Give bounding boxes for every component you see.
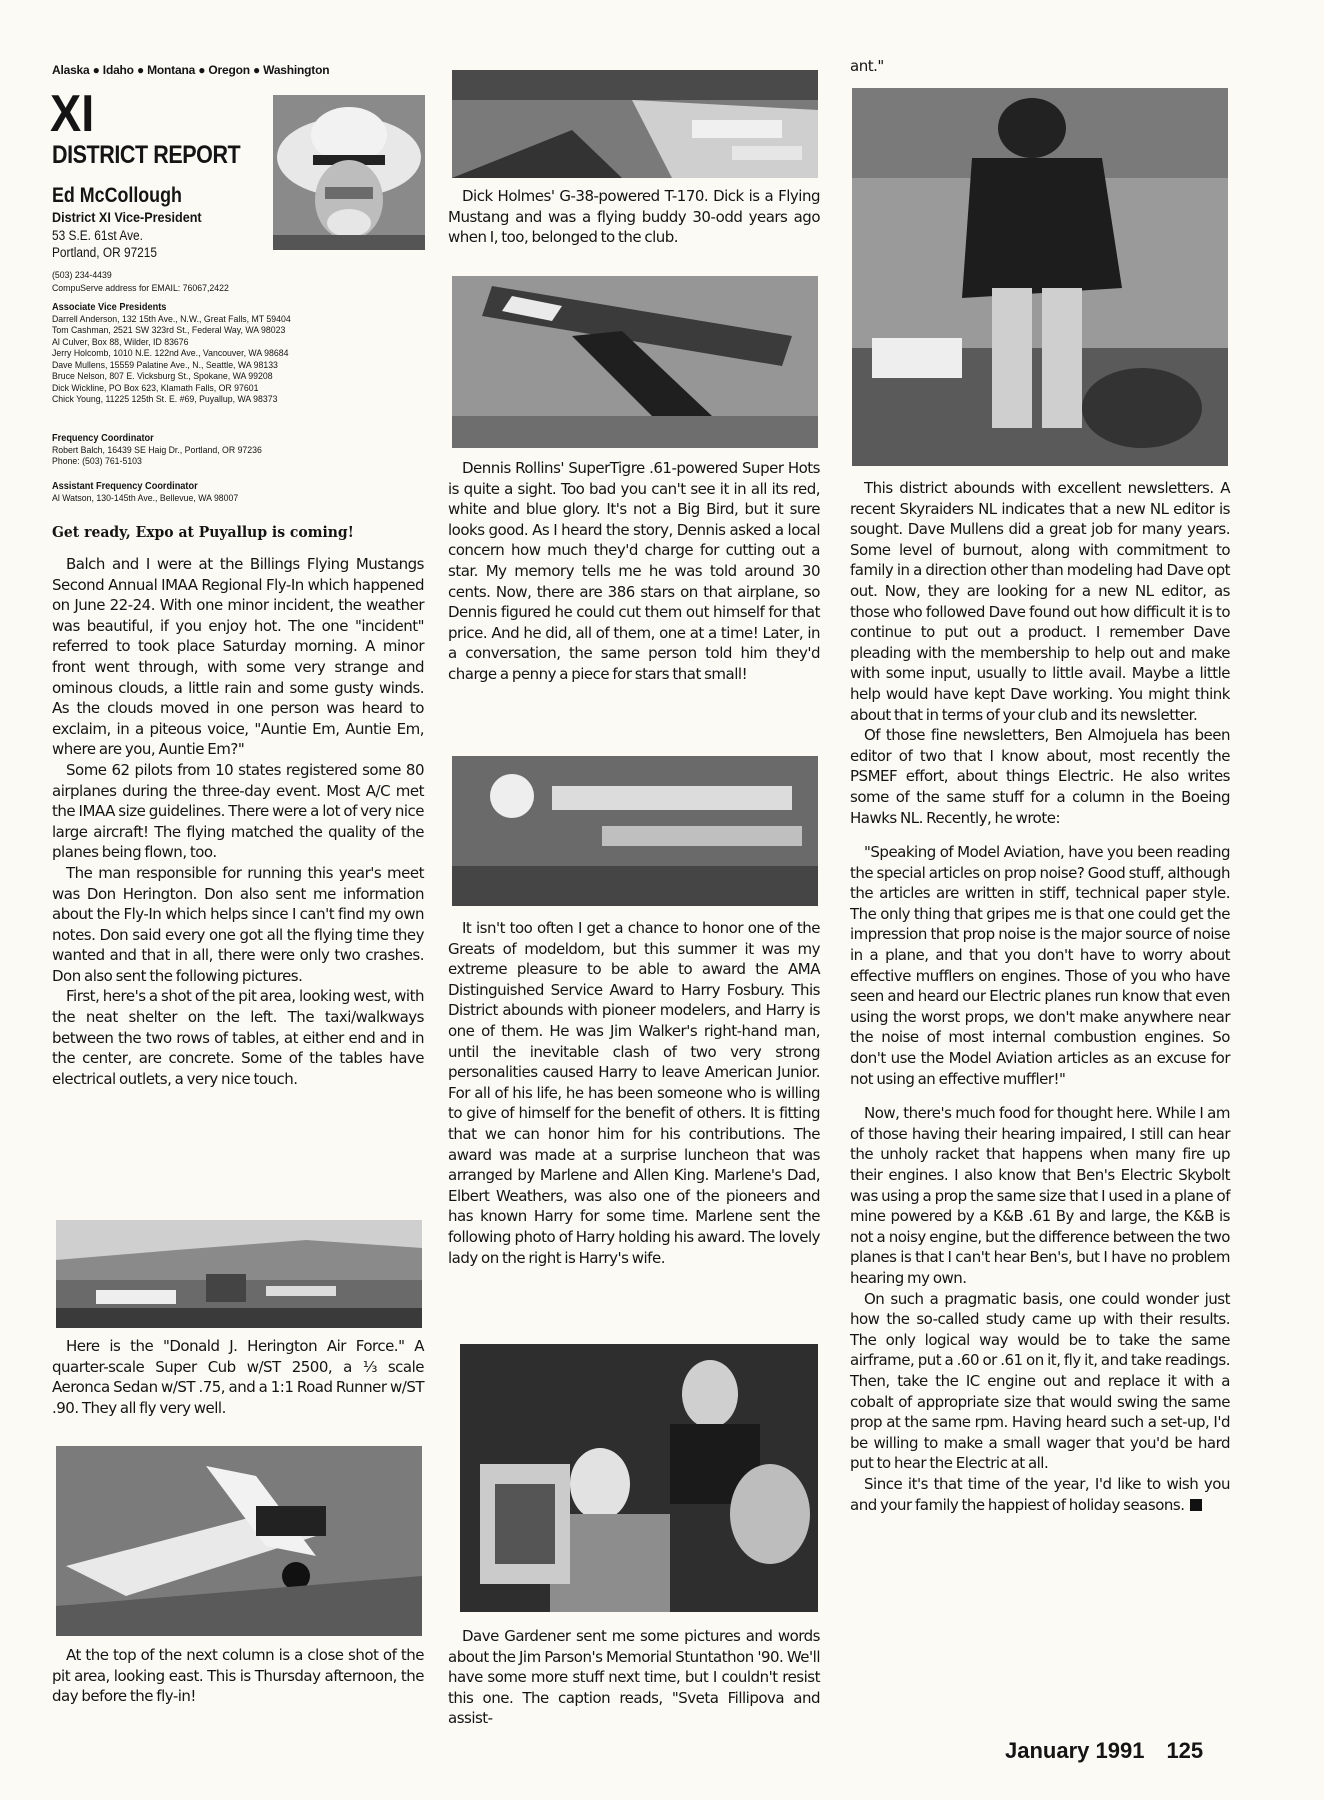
col1-body [52,554,424,1089]
caption-dick-holmes: Dick Holmes' G-38-powered T-170. Dick is a Flying Mustang and was a flying buddy 30-odd years ago when I, too, belonged to the club. [448,187,820,247]
states-line: Alaska ● Idaho ● Montana ● Oregon ● Washington [52,63,330,77]
freq-line: Robert Balch, 16439 SE Haig Dr., Portland, OR 97236 [52,444,262,456]
col2-super-hots-text [448,458,820,685]
associates-block [52,302,420,406]
associate-line: Tom Cashman, 2521 SW 323rd St., Federal Way, WA 98023 [52,325,286,336]
paragraph: Balch and I were at the Billings Flying Mustangs Second Annual IMAA Regional Fly-In which happened on June 22-24. With one minor incident, the weather was beautiful, if you enjoy hot. The one "incident" referred to took place Saturday morning. A minor front went through, with some very strange and ominous clouds, a little rain and some gusty winds. As the clouds moved in one person was heard to exclaim, in a piteous voice, "Auntie Em, Auntie Em, where are you, Auntie Em?" [52,555,424,759]
caption-herington-air-force: Here is the "Donald J. Herington Air Force." A quarter-scale Super Cub w/ST 2500, a ⅓ scale Aeronca Sedan w/ST .75, and a 1:1 Road Runner w/ST .90. They all fly very well. [52,1337,424,1417]
closing-text: Since it's that time of the year, I'd like to wish you and your family the happiest of holiday seasons. [850,1474,1230,1514]
associate-line: Dick Wickline, PO Box 623, Klamath Falls, OR 97601 [52,382,259,394]
paragraph: First, here's a shot of the pit area, looking west, with the neat shelter on the left. The taxi/walkways between the two rows of tables, at either end and in the center, are concrete. Some of the tables have electrical outlets, a very nice touch. [52,987,424,1088]
vp-email: CompuServe address for EMAIL: 76067,2422 [52,283,229,294]
closing-paragraph [850,1474,1230,1515]
photo-super-hots [452,276,818,448]
ben-quote: "Speaking of Model Aviation, have you been reading the special articles on prop noise? Good stuff, although the articles are written in stiff, technical paper style. The only thing that gripes me is that one could get the impression that prop noise is the major source of noise in a plane, and that you don't have to worry about effective mufflers on engines. Those of you who have seen and heard our Electric planes run know that even using the worst props, we don't make anywhere near the noise of most internal combustion engines. So don't use the Model Aviation articles as an excuse for not using an effective muffler!" [850,843,1230,1088]
end-mark-icon [1190,1499,1202,1511]
photo-harry-fosbury-award [460,1344,818,1612]
associate-line: Dave Mullens, 15559 Palatine Ave., N., Seattle, WA 98133 [52,359,278,371]
photo-pit-area-west [56,1220,422,1328]
paragraph: Some 62 pilots from 10 states registered some 80 airplanes during the three-day event. Most A/C met the IMAA size guidelines. There were a lot of very nice large aircraft! The flying matched the quality of the planes being flown, too. [52,760,424,862]
photo-super-cub [56,1446,422,1636]
vp-title: District XI Vice-President [52,209,202,225]
issue-date: January 1991 [1005,1738,1145,1763]
vp-address-line2: Portland, OR 97215 [52,245,158,260]
associate-line: Al Culver, Box 88, Wilder, ID 83676 [52,336,189,348]
paragraph: Of those fine newsletters, Ben Almojuela has been editor of two that I know about, most recently the PSMEF effort, about things Electric. He also writes some of the same stuff for a column in the Boeing Hawks NL. Recently, he wrote: [850,726,1230,827]
vp-address-line1: 53 S.E. 61st Ave. [52,228,143,243]
paragraph: On such a pragmatic basis, one could wonder just how the so-called study came up with their results. The only logical way would be to take the same airframe, put a .60 or .61 on it, fly it, and take readings. Then, take the IC engine out and replace it with a cobalt of appropriate size that would swing the same prop at the same rpm. Having heard such a set-up, I'd be willing to make a small wager that you'd be hard put to hear the Electric at all. [850,1289,1230,1473]
assistant-frequency-block [52,481,420,504]
paragraph: The man responsible for running this year's meet was Don Herington. Don also sent me information about the Fly-In which helps since I can't find my own notes. Don said every one got all the flying time they wanted and that in all, there were only two crashes. Don also sent the following pictures. [52,863,424,985]
paragraph: Dave Gardener sent me some pictures and words about the Jim Parson's Memorial Stuntathon '90. We'll have some more stuff next time, but I couldn't resist this one. The caption reads, "Sveta Fillipova and assist- [448,1627,820,1728]
photo-star-airplane [452,756,818,906]
associate-line: Bruce Nelson, 807 E. Vicksburg St., Spokane, WA 99208 [52,371,273,382]
paragraph: Now, there's much food for thought here. While I am of those having their hearing impaired, I still can hear the unholy racket that happens when many fire up their engines. I also know that Ben's Electric Skybolt was using a prop the same size that I used in a plane of mine powered by a K&B .61 By and large, the K&B is not a noisy engine, but the difference between the two planes is that I can't hear Ben's, but I have no problem hearing my own. [850,1104,1230,1287]
photo-sveta-fillipova [852,88,1228,466]
asst-freq-heading: Assistant Frequency Coordinator [52,481,198,492]
vp-name: Ed McCollough [52,184,182,207]
associate-line: Jerry Holcomb, 1010 N.E. 122nd Ave., Vancouver, WA 98684 [52,348,289,359]
photo-t170 [452,70,818,178]
freq-heading: Frequency Coordinator [52,433,154,444]
asst-freq-line: Al Watson, 130-145th Ave., Bellevue, WA 98007 [52,492,239,504]
article-headline: Get ready, Expo at Puyallup is coming! [52,523,354,541]
paragraph: This district abounds with excellent newsletters. A recent Skyraiders NL indicates that a new NL editor is sought. Dave Mullens did a great job for many years. Some level of burnout, along with commitment to family in a direction other than modeling had Dave opt out. Now, they are looking for a new NL editor, as those who followed Dave found out how difficult it is to continue to put out a product. I remember Dave pleading with the membership to help out and make with some input, usually to little avail. Maybe a little help would have kept Dave working. You might think about that in terms of your club and its newsletter. [850,479,1230,724]
district-number: XI [50,85,95,143]
col2-stuntathon-text [448,1626,820,1729]
page-number: 125 [1166,1738,1204,1763]
col3-body [850,478,1230,1515]
caption-pit-area-east: At the top of the next column is a close shot of the pit area, looking east. This is Thursday afternoon, the day before the fly-in! [52,1646,424,1706]
col3-continuation [850,56,1230,77]
vp-portrait-photo [273,95,425,250]
paragraph: ant." [850,57,884,75]
frequency-coordinator-block [52,433,420,468]
paragraph: It isn't too often I get a chance to honor one of the Greats of modeldom, but this summer it was my extreme pleasure to be able to award the AMA Distinguished Service Award to Harry Fosbury. This District abounds with pioneer modelers, and Harry is one of them. He was Jim Walker's right-hand man, until the inevitable clash of two very strong personalities caused Harry to leave American Junior. For all of his life, he has been someone who is willing to give of himself for the benefit of others. It is fitting that we can honor him for his contributions. The award was made at a surprise luncheon that was arranged by Marlene and Allen King. Marlene's Dad, Elbert Weathers, was also one of the pioneers and has known Harry for some time. Marlene sent the following photo of Harry holding his award. The lovely lady on the right is Harry's wife. [448,919,820,1267]
col2-fosbury-text [448,918,820,1268]
associate-line: Darrell Anderson, 132 15th Ave., N.W., Great Falls, MT 59404 [52,313,291,325]
associate-line: Chick Young, 11225 125th St. E. #69, Puyallup, WA 98373 [52,394,278,405]
paragraph: Dennis Rollins' SuperTigre .61-powered Super Hots is quite a sight. Too bad you can't see it in all its red, white and blue glory. It's not a Big Bird, but it sure looks good. As I heard the story, Dennis asked a local concern how much they'd charge for cutting out a star. My memory tells me he was told around 30 cents. Now, there are 386 stars on that airplane, so Dennis figured he could cut them out himself for that price. And he did, all of them, one at a time! Later, in a conversation, the same person told him they'd charge a penny a piece for stars that small! [448,459,820,683]
district-report-title: DISTRICT REPORT [52,141,241,169]
freq-line: Phone: (503) 761-5103 [52,456,142,467]
vp-phone: (503) 234-4439 [52,270,112,281]
associates-heading: Associate Vice Presidents [52,302,167,313]
page-footer [1005,1738,1203,1764]
